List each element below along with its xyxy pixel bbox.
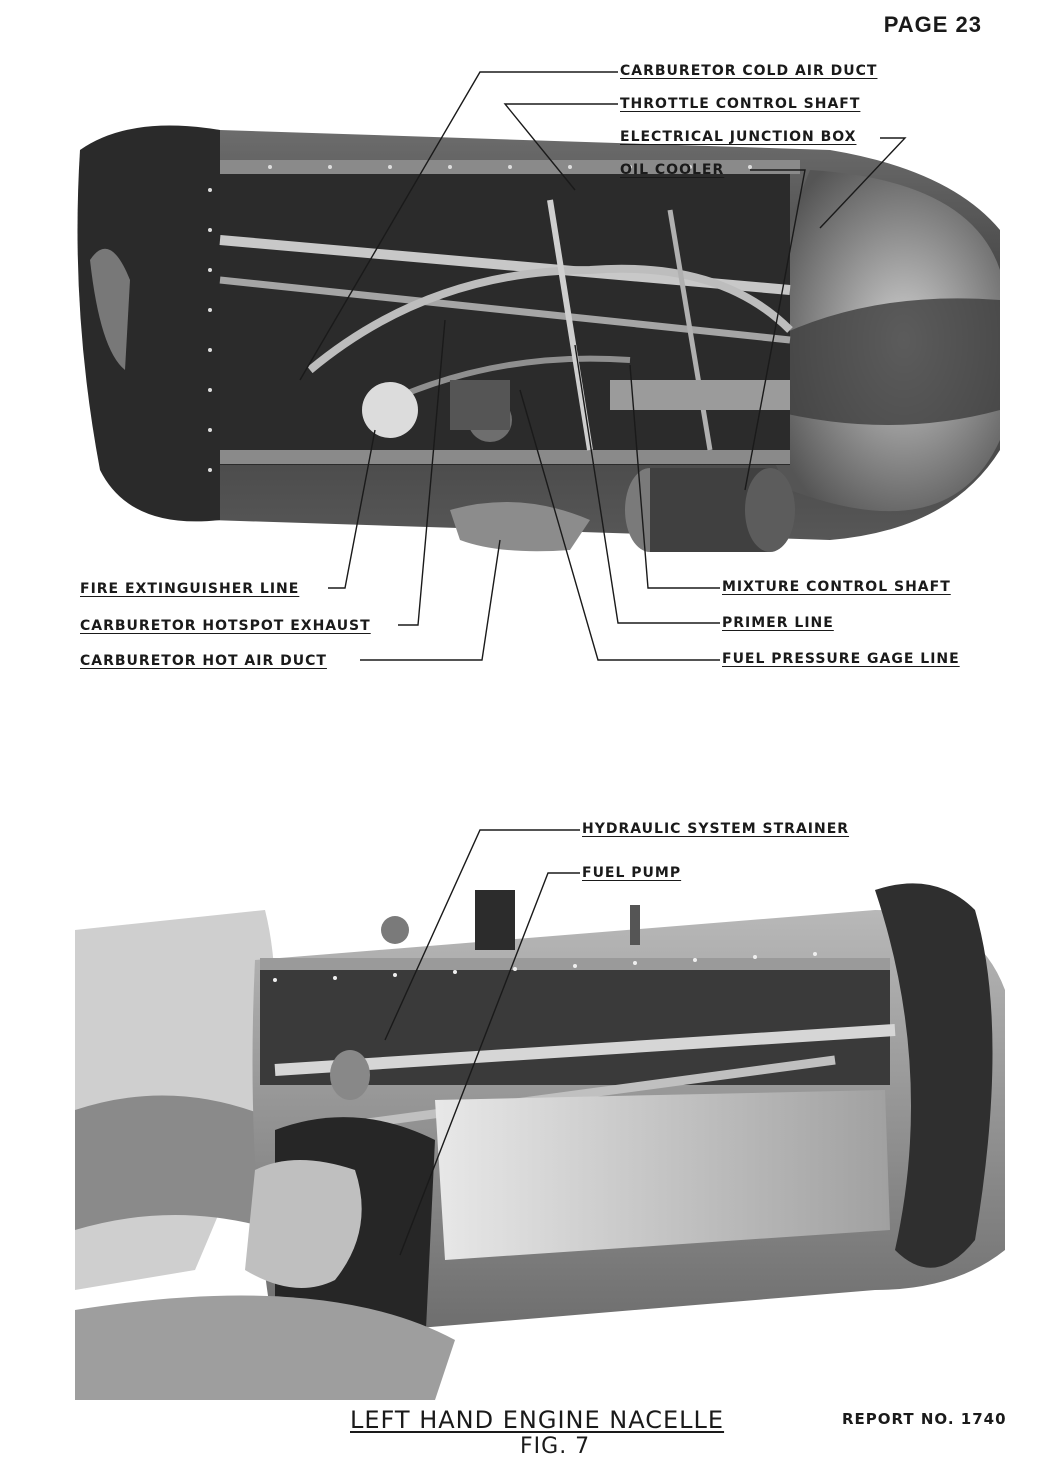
label-oil-cooler: OIL COOLER xyxy=(620,162,725,178)
bottom-engine-photo xyxy=(75,870,1010,1400)
label-primer-line: PRIMER LINE xyxy=(722,615,834,631)
label-carburetor-hot-air-duct: CARBURETOR HOT AIR DUCT xyxy=(80,653,327,669)
page-number: PAGE 23 xyxy=(883,12,982,37)
label-fuel-pressure-gage-line: FUEL PRESSURE GAGE LINE xyxy=(722,651,960,667)
label-fire-extinguisher-line: FIRE EXTINGUISHER LINE xyxy=(80,581,300,597)
report-number: REPORT NO. 1740 xyxy=(842,1410,1007,1428)
figure-number: FIG. 7 xyxy=(520,1434,591,1459)
label-throttle-control-shaft: THROTTLE CONTROL SHAFT xyxy=(620,96,861,112)
top-engine-photo xyxy=(70,110,1010,560)
label-fuel-pump: FUEL PUMP xyxy=(582,865,682,881)
label-carburetor-hotspot-exhaust: CARBURETOR HOTSPOT EXHAUST xyxy=(80,618,371,634)
figure-caption-title: LEFT HAND ENGINE NACELLE xyxy=(350,1406,725,1434)
label-mixture-control-shaft: MIXTURE CONTROL SHAFT xyxy=(722,579,951,595)
label-carburetor-cold-air-duct: CARBURETOR COLD AIR DUCT xyxy=(620,63,878,79)
label-hydraulic-system-strainer: HYDRAULIC SYSTEM STRAINER xyxy=(582,821,850,837)
label-electrical-junction-box: ELECTRICAL JUNCTION BOX xyxy=(620,129,857,145)
